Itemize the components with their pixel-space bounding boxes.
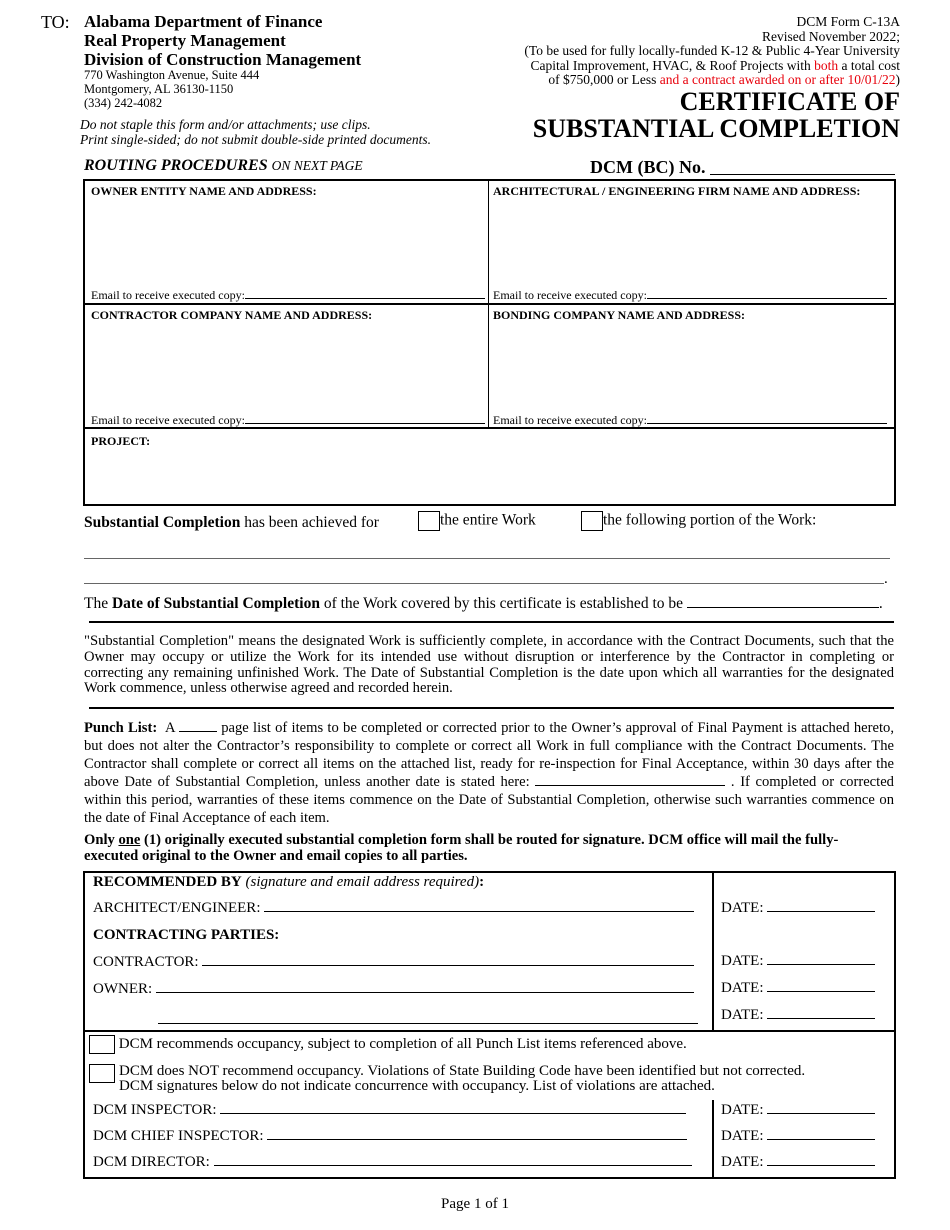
ae-email	[493, 288, 887, 303]
note-no-staple: Do not staple this form and/or attachments; use clips.	[80, 117, 371, 132]
entire-work-checkbox[interactable]	[418, 511, 440, 531]
owner-signature-field[interactable]	[156, 991, 694, 993]
dcm-inspector-date: DATE:	[721, 1102, 875, 1119]
dcm-director-signature-field[interactable]	[214, 1164, 692, 1166]
option-portion[interactable]	[581, 511, 816, 531]
dcm-recommends-option[interactable]	[89, 1035, 687, 1054]
owner-label: OWNER ENTITY NAME AND ADDRESS:	[91, 184, 317, 198]
contractor-date: DATE:	[721, 953, 875, 970]
dcm-not-recommend-checkbox[interactable]	[89, 1064, 115, 1083]
recommended-by: RECOMMENDED BY (signature and email address required):	[93, 874, 485, 890]
contractor-row	[93, 954, 694, 971]
owner-row	[93, 981, 694, 998]
completion-date-field[interactable]	[687, 606, 879, 608]
bonding-label: BONDING COMPANY NAME AND ADDRESS:	[493, 308, 746, 322]
form-id: DCM Form C-13A	[796, 14, 900, 29]
form-scope-2: Capital Improvement, HVAC, & Roof Projects with both a total cost	[530, 57, 900, 73]
contractor-email	[91, 413, 485, 428]
contractor-label: CONTRACTOR COMPANY NAME AND ADDRESS:	[91, 308, 373, 322]
dcm-chief-inspector-date-field[interactable]	[767, 1138, 875, 1140]
architect-label: ARCHITECT/ENGINEER:	[93, 900, 261, 916]
owner-date: DATE:	[721, 980, 875, 997]
owner-signature-field-2[interactable]	[158, 1023, 698, 1024]
bonding-email-label: Email to receive executed copy:	[493, 413, 647, 427]
date-of-completion: The Date of Substantial Completion of the Work covered by this certificate is established to be .	[84, 595, 883, 612]
punch-pages-field[interactable]	[179, 730, 217, 732]
form-title-line-1: CERTIFICATE OF	[679, 87, 900, 116]
dept-address	[84, 69, 259, 110]
form-revised: Revised November 2022;	[762, 28, 900, 44]
owner-date-field[interactable]	[767, 990, 875, 992]
dcm-number-label: DCM (BC) No.	[590, 157, 706, 177]
routing-note: Only one (1) originally executed substantial completion form shall be routed for signature. DCM office will mail the fully-executed original to the Owner and email copies to all parties.	[84, 832, 839, 864]
option-entire-work[interactable]	[418, 511, 536, 531]
architect-row	[93, 900, 694, 917]
definition-paragraph: "Substantial Completion" means the designated Work is sufficiently complete, in accordance with the Contract Documents, such that the Owner may occupy or utilize the Work for its intended use without disruption or interference by the Contractor in completing or correcting any remaining unfinished Work. The Date of Substantial Completion is the date upon which all warranties for the designated Work commence, unless otherwise agreed and recorded herein.	[84, 633, 894, 697]
form-scope-3: of $750,000 or Less and a contract awarded on or after 10/01/22)	[548, 72, 900, 88]
routing-procedures-rest: ON NEXT PAGE	[271, 158, 363, 173]
routing-procedures	[84, 157, 363, 175]
handling-notes	[80, 118, 431, 147]
architect-date: DATE:	[721, 900, 875, 917]
architect-signature-field[interactable]	[264, 910, 694, 912]
dcm-inspector-signature-field[interactable]	[220, 1112, 686, 1114]
parties-box	[83, 179, 896, 506]
dcm-inspector-label: DCM INSPECTOR:	[93, 1102, 217, 1118]
dcm-number	[590, 157, 895, 178]
dcm-not-recommend-option[interactable]	[89, 1064, 805, 1094]
contracting-parties: CONTRACTING PARTIES:	[93, 927, 280, 943]
dcm-chief-inspector-signature-field[interactable]	[267, 1138, 687, 1140]
dept-line-2: Real Property Management	[84, 31, 286, 50]
dcm-chief-inspector-row	[93, 1128, 687, 1145]
owner-date-field-2[interactable]	[767, 1017, 875, 1019]
dept-line-3: Division of Construction Management	[84, 50, 362, 69]
punch-alt-date-field[interactable]	[535, 784, 725, 786]
page-number: Page 1 of 1	[441, 1196, 509, 1212]
dcm-chief-inspector-date: DATE:	[721, 1128, 875, 1145]
dcm-inspector-row	[93, 1102, 686, 1119]
address-line-2: Montgomery, AL 36130-1150	[84, 81, 234, 96]
punch-list-paragraph: Punch List: A page list of items to be completed or corrected prior to the Owner’s approval of Final Payment is attached hereto, but does not alter the Contractor’s responsibility to complete or correct all Work in full compliance with the Contract Documents. The Contractor shall complete or correct all items on the attached list, ready for re-inspection for Final Acceptance, within 30 days after the above Date of Substantial Completion, unless another date is stated here: . If completed or corrected within this period, warranties of these items commence on the Date of Substantial Completion, otherwise such warranties commence on the date of Final Acceptance of each item.	[84, 720, 895, 826]
dcm-chief-inspector-label: DCM CHIEF INSPECTOR:	[93, 1128, 264, 1144]
punch-list-label: Punch List:	[84, 720, 158, 736]
architect-date-field[interactable]	[767, 910, 875, 912]
dept-line-1: Alabama Department of Finance	[84, 12, 323, 31]
to-label: TO:	[41, 12, 70, 32]
form-title	[533, 88, 900, 142]
form-meta	[524, 15, 900, 88]
bonding-email-field[interactable]	[647, 422, 887, 424]
contractor-sig-label: CONTRACTOR:	[93, 954, 199, 970]
portion-checkbox[interactable]	[581, 511, 603, 531]
owner-email-field[interactable]	[245, 297, 485, 299]
dcm-inspector-date-field[interactable]	[767, 1112, 875, 1114]
owner-email-label: Email to receive executed copy:	[91, 288, 245, 302]
address-line-1: 770 Washington Avenue, Suite 444	[84, 68, 260, 82]
contractor-email-field[interactable]	[245, 422, 485, 424]
phone: (334) 242-4082	[84, 95, 163, 110]
completion-statement: Substantial Completion has been achieved for	[84, 514, 379, 531]
form-title-line-2: SUBSTANTIAL COMPLETION	[532, 114, 900, 143]
contractor-email-label: Email to receive executed copy:	[91, 413, 245, 427]
owner-date-2: DATE:	[721, 1007, 875, 1024]
punch-list-warranty: If completed or corrected within this period, warranties of these items commence on the Date of Substantial Completion, otherwise such warranties commence on the date of Final Acceptance of each item.	[84, 774, 894, 826]
bonding-email	[493, 413, 887, 428]
dcm-not-recommend-label: DCM does NOT recommend occupancy. Violations of State Building Code have been identified but not corrected. DCM signatures below do not indicate concurrence with occupancy. List of violations are attached.	[119, 1063, 806, 1094]
dcm-recommends-checkbox[interactable]	[89, 1035, 115, 1054]
dcm-recommends-label: DCM recommends occupancy, subject to completion of all Punch List items referenced above.	[118, 1035, 687, 1052]
owner-email	[91, 288, 485, 303]
dcm-director-row	[93, 1154, 692, 1171]
dcm-director-date: DATE:	[721, 1154, 875, 1171]
dept-name	[84, 12, 361, 69]
note-single-sided: Print single-sided; do not submit double-side printed documents.	[80, 131, 431, 147]
ae-email-field[interactable]	[647, 297, 887, 299]
ae-email-label: Email to receive executed copy:	[493, 288, 647, 302]
owner-sig-label: OWNER:	[93, 981, 153, 997]
dcm-director-date-field[interactable]	[767, 1164, 875, 1166]
dcm-director-label: DCM DIRECTOR:	[93, 1154, 210, 1170]
portion-label: the following portion of the Work:	[603, 511, 817, 529]
entire-work-label: the entire Work	[440, 511, 536, 529]
dcm-number-field[interactable]	[710, 158, 895, 175]
portion-period: .	[884, 571, 888, 587]
contractor-signature-field[interactable]	[202, 964, 694, 966]
ae-firm-label: ARCHITECTURAL / ENGINEERING FIRM NAME AND ADDRESS:	[493, 184, 861, 198]
portion-line-1[interactable]	[84, 558, 890, 559]
portion-line-2[interactable]	[84, 583, 884, 584]
routing-procedures-bold: ROUTING PROCEDURES	[84, 157, 268, 174]
project-label: PROJECT:	[91, 434, 151, 448]
form-scope-1: (To be used for fully locally-funded K-12 & Public 4-Year University	[524, 43, 900, 59]
contractor-date-field[interactable]	[767, 963, 875, 965]
